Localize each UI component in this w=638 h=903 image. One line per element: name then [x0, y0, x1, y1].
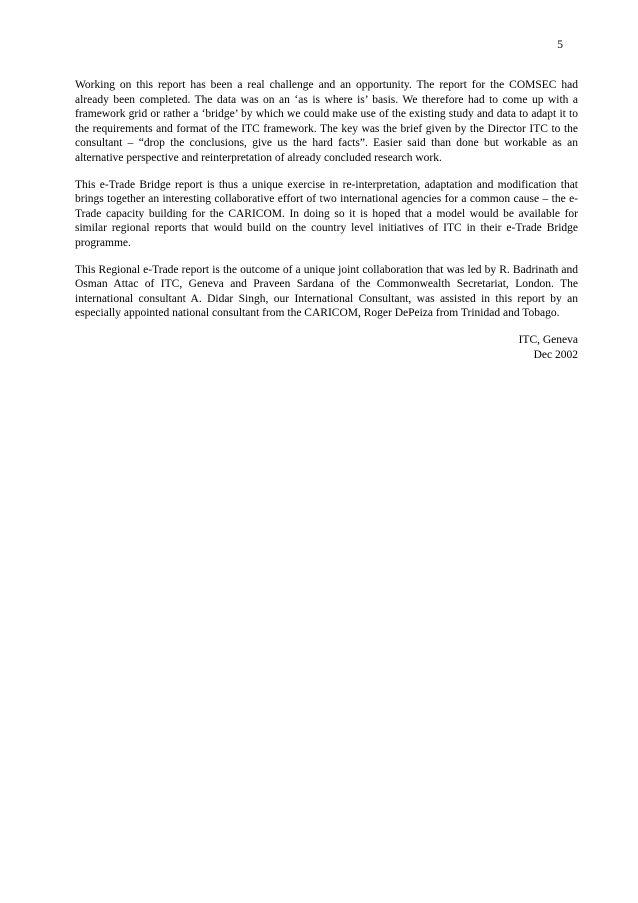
- paragraph-etrade-bridge: This e-Trade Bridge report is thus a unique exercise in re-interpretation, adaptation and modification that brings together an interesting collaborative effort of two international agencies for a common cause – the e-Trade capacity building for the CARICOM. In doing so it is hoped that a model would be available for similar regional reports that would build on the country level initiatives of ITC in their e-Trade Bridge programme.: [75, 178, 578, 249]
- signature-date: Dec 2002: [533, 348, 578, 361]
- body-text: [75, 78, 578, 362]
- paragraph-collaboration: This Regional e-Trade report is the outcome of a unique joint collaboration that was led by R. Badrinath and Osman Attac of ITC, Geneva and Praveen Sardana of the Commonwealth Secretariat, London. The international consultant A. Didar Singh, our International Consultant, was assisted in this report by an especially appointed national consultant from the CARICOM, Roger DePeiza from Trinidad and Tobago.: [75, 263, 578, 320]
- page-number: 5: [557, 39, 563, 51]
- signature-block: [75, 333, 578, 362]
- signature-place: ITC, Geneva: [518, 333, 578, 346]
- paragraph-report-challenge: Working on this report has been a real challenge and an opportunity. The report for the COMSEC had already been completed. The data was on an ‘as is where is’ basis. We therefore had to come up with a framework grid or rather a ‘bridge’ by which we could make use of the existing study and data to adapt it to the requirements and format of the ITC framework. The key was the brief given by the Director ITC to the consultant – “drop the conclusions, give us the hard facts”. Easier said than done but workable as an alternative perspective and reinterpretation of already concluded research work.: [75, 79, 578, 164]
